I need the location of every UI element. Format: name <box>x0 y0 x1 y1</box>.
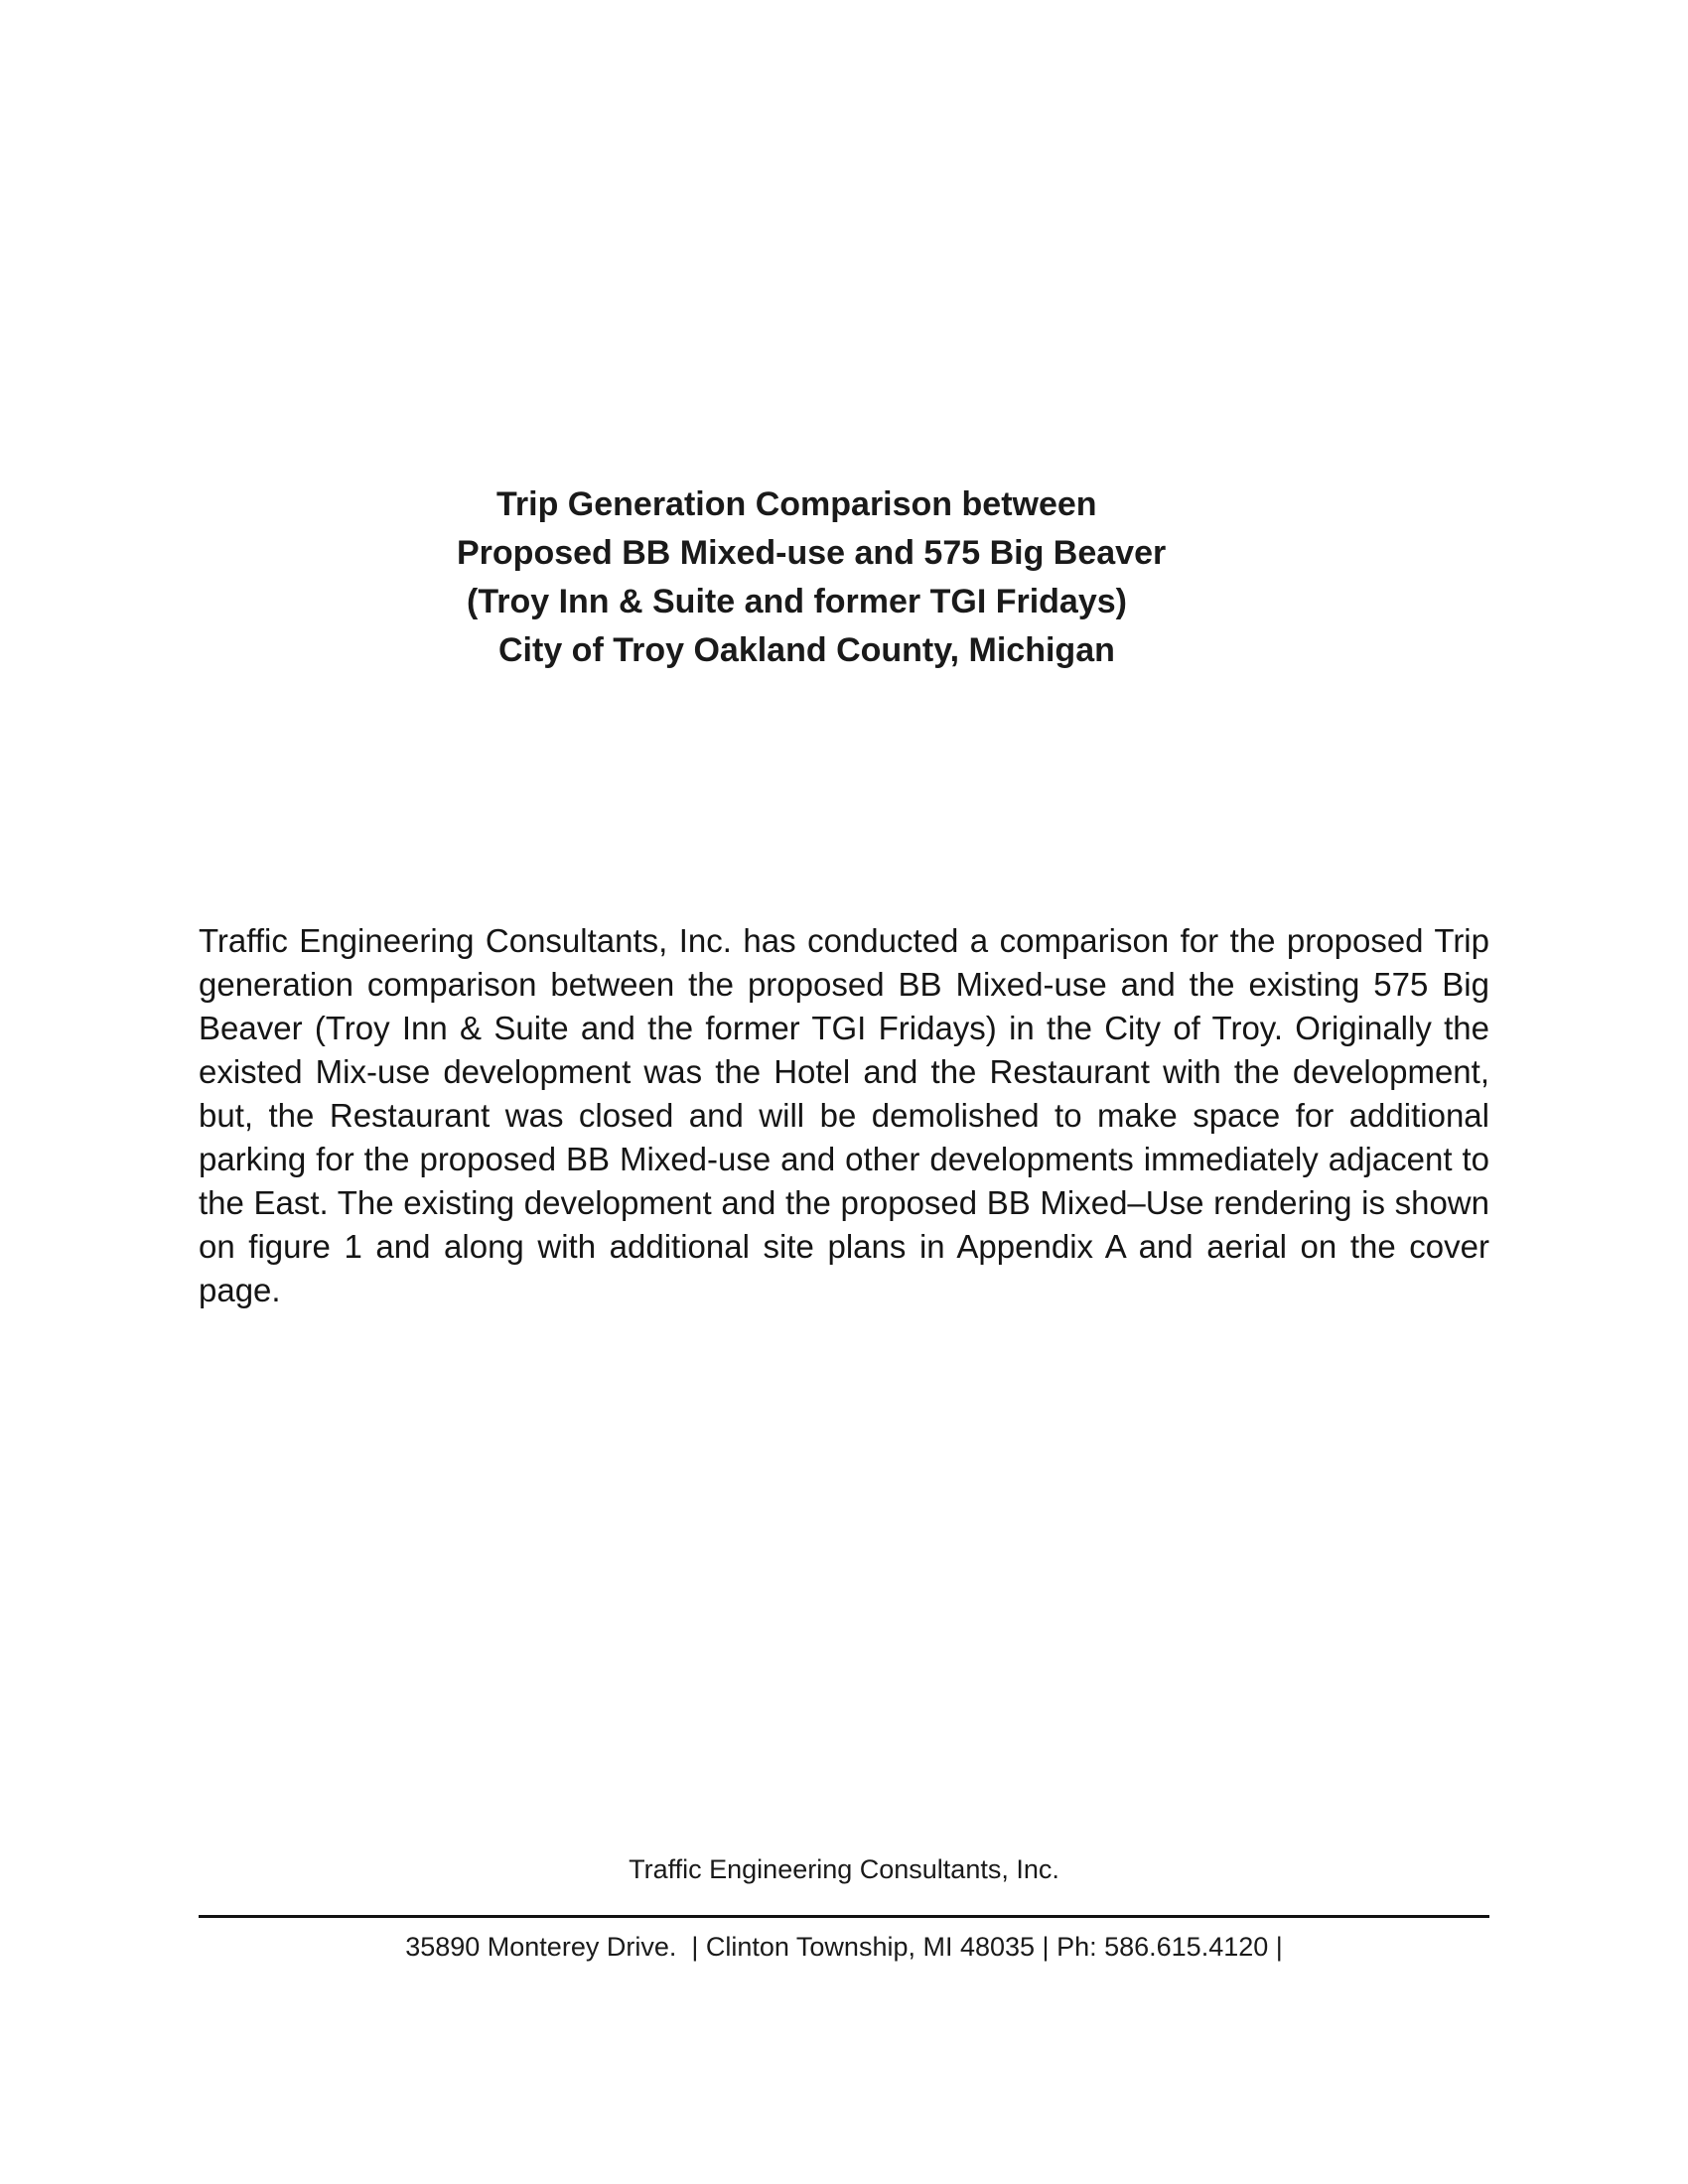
document-title <box>397 480 1211 675</box>
footer-divider <box>199 1915 1489 1918</box>
title-line-4: City of Troy Oakland County, Michigan <box>498 631 1115 669</box>
footer-address: 35890 Monterey Drive. | Clinton Township, MI 48035 | Ph: 586.615.4120 | <box>405 1932 1283 1962</box>
title-line-3: (Troy Inn & Suite and former TGI Fridays) <box>467 583 1127 620</box>
title-line-2: Proposed BB Mixed-use and 575 Big Beaver <box>457 534 1167 572</box>
body-paragraph: Traffic Engineering Consultants, Inc. has conducted a comparison for the proposed Trip generation comparison between the proposed BB Mixed-use and the existing 575 Big Beaver (Troy Inn & Suite and the former TGI Fridays) in the City of Troy. Originally the existed Mix-use development was the Hotel and the Restaurant with the development, but, the Restaurant was closed and will be demolished to make space for additional parking for the proposed BB Mixed-use and other developments immediately adjacent to the East. The existing development and the proposed BB Mixed–Use rendering is shown on figure 1 and along with additional site plans in Appendix A and aerial on the cover page. <box>199 922 1489 1308</box>
title-line-1: Trip Generation Comparison between <box>496 485 1097 523</box>
footer-company-name: Traffic Engineering Consultants, Inc. <box>629 1854 1059 1884</box>
